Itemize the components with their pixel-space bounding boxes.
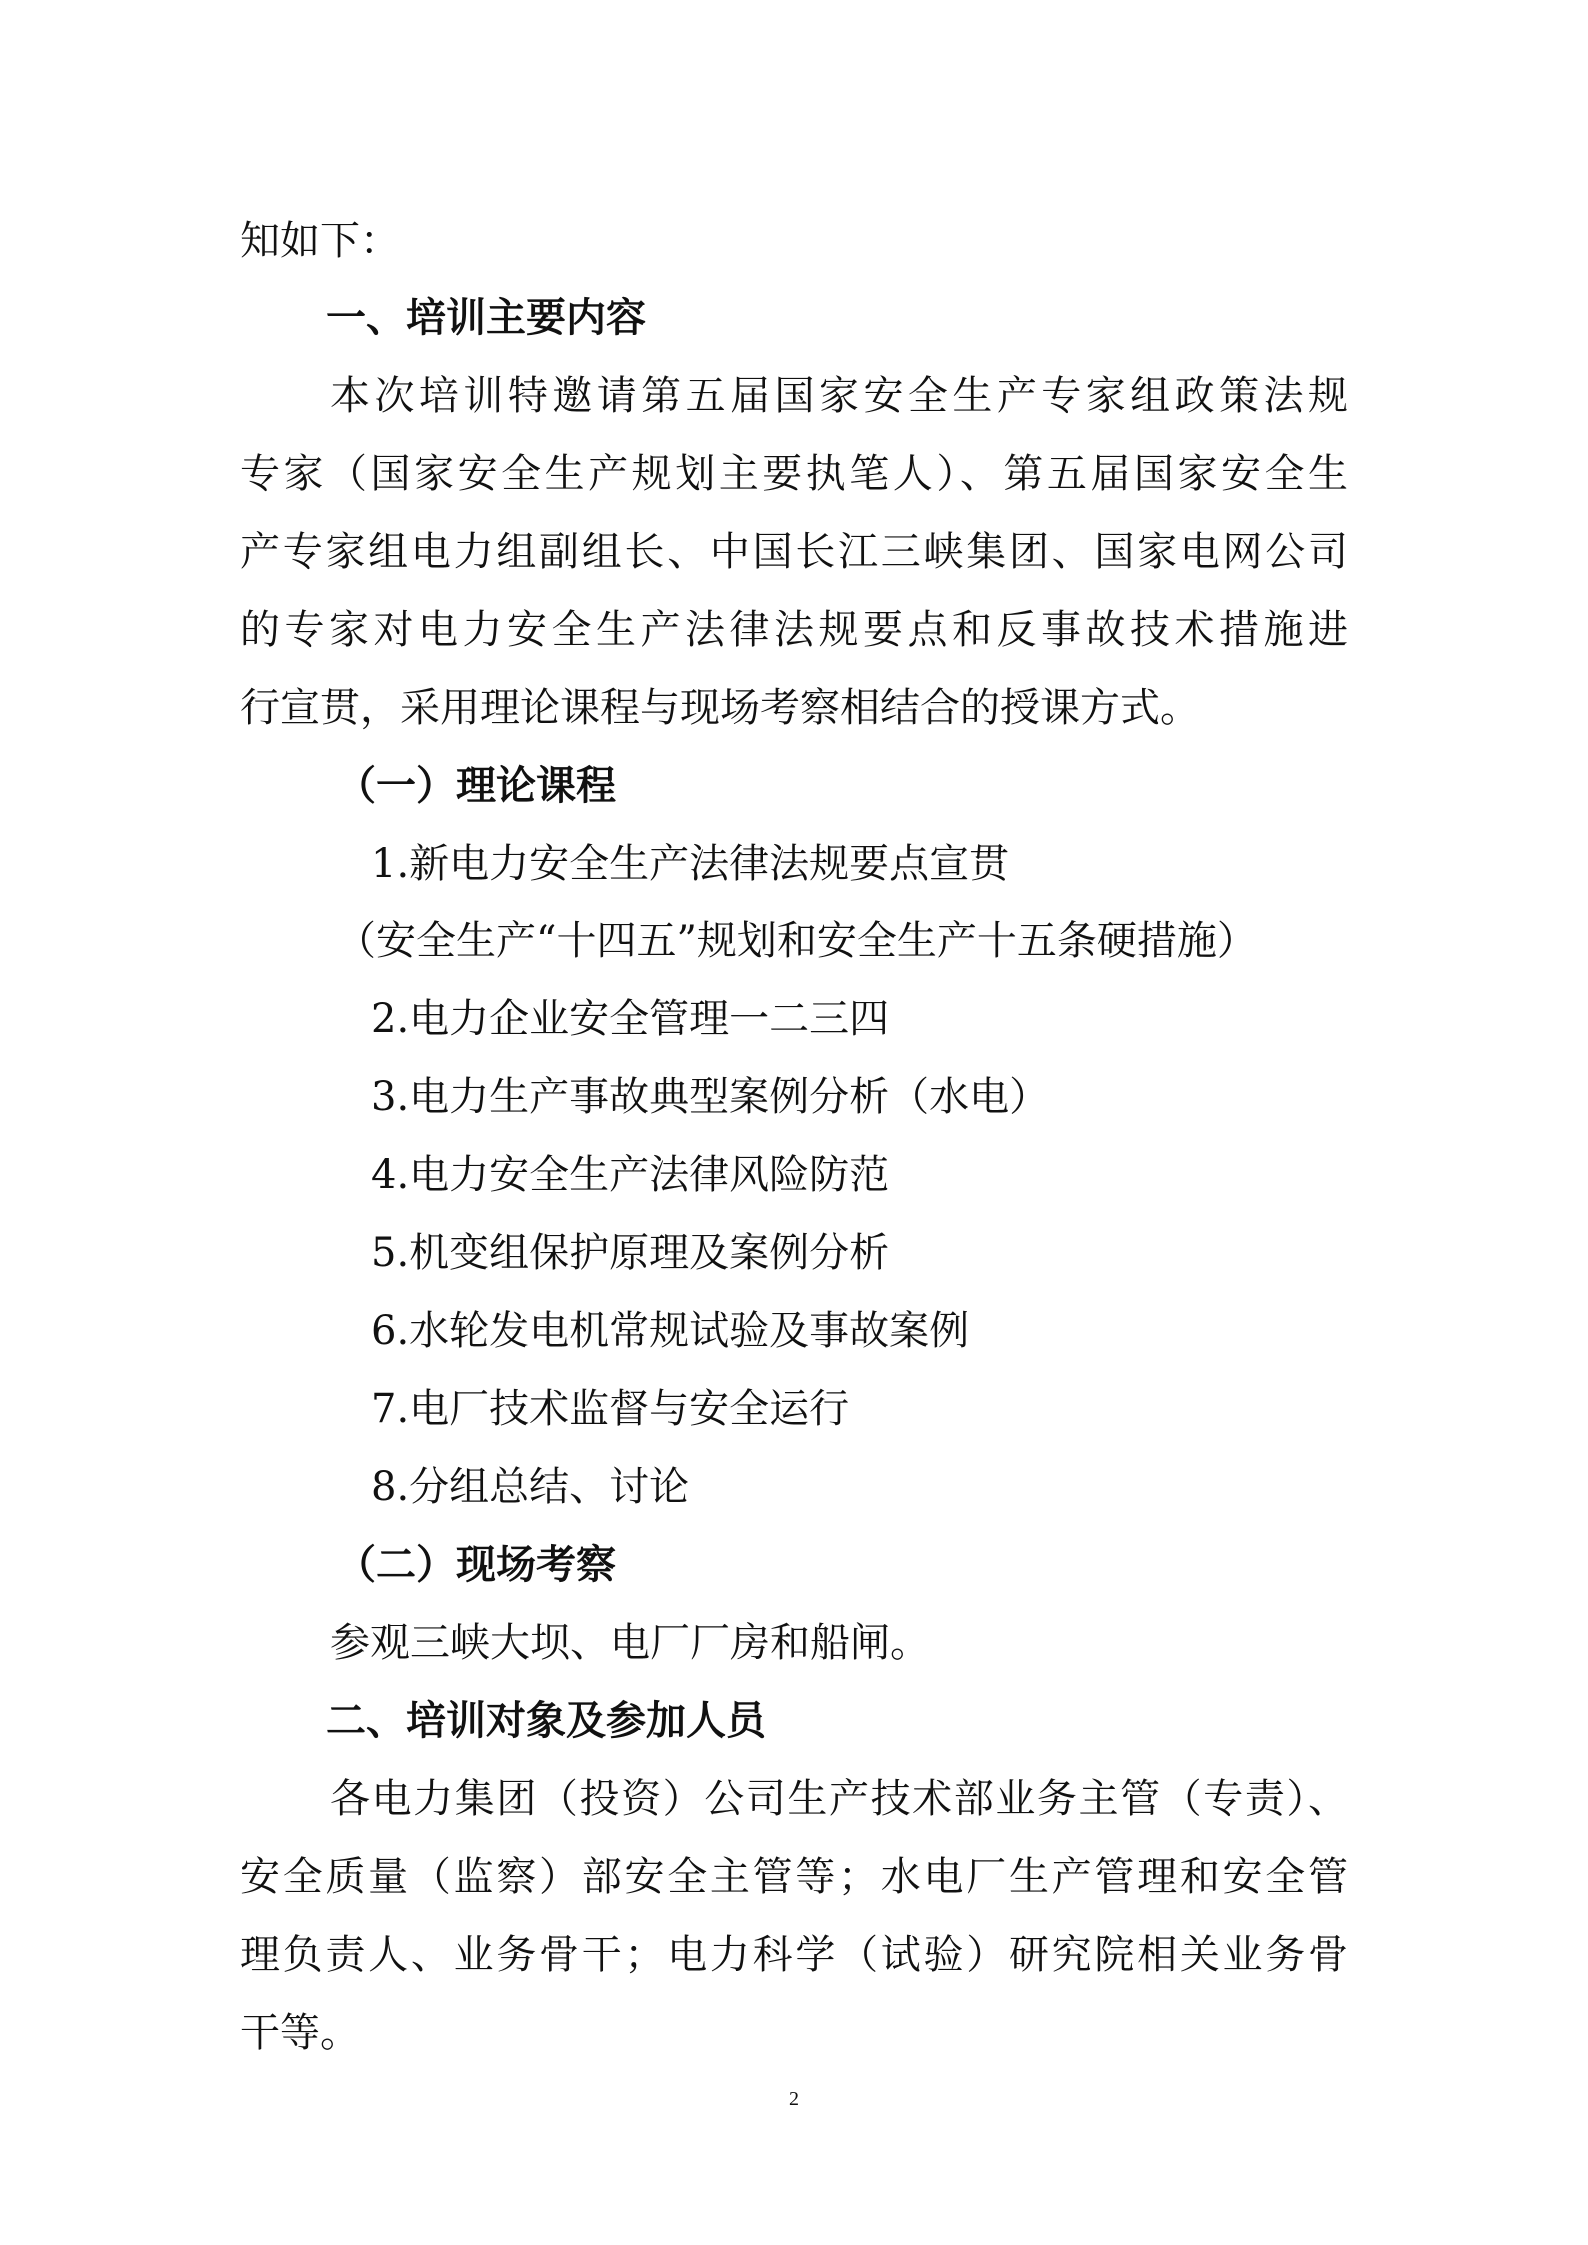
subsection1-heading: （一）理论课程 [336, 763, 616, 809]
section2-paragraph-line: 理负责人、业务骨干；电力科学（试验）研究院相关业务骨 [240, 1932, 1348, 1978]
section2-paragraph-line: 安全质量（监察）部安全主管等；水电厂生产管理和安全管 [240, 1854, 1348, 1900]
section1-paragraph-line: 的专家对电力安全生产法律法规要点和反事故技术措施进 [240, 607, 1348, 653]
course-item: 4.电力安全生产法律风险防范 [371, 1152, 890, 1198]
section1-paragraph-line: 行宣贯，采用理论课程与现场考察相结合的授课方式。 [240, 685, 1200, 731]
section1-paragraph-line: 产专家组电力组副组长、中国长江三峡集团、国家电网公司 [240, 529, 1348, 575]
course-item: 1.新电力安全生产法律法规要点宣贯 [371, 841, 1010, 887]
course-item: 6.水轮发电机常规试验及事故案例 [371, 1308, 970, 1354]
course-item: 5.机变组保护原理及案例分析 [371, 1230, 890, 1276]
section1-paragraph-line: 专家（国家安全生产规划主要执笔人）、第五届国家安全生 [240, 451, 1348, 497]
section1-heading: 一、培训主要内容 [326, 295, 646, 341]
page-number: 2 [789, 2088, 799, 2110]
course-item: 2.电力企业安全管理一二三四 [371, 996, 890, 1042]
course-item-note: （安全生产“十四五”规划和安全生产十五条硬措施） [336, 918, 1257, 964]
subsection2-text: 参观三峡大坝、电厂厂房和船闸。 [330, 1620, 930, 1666]
section2-paragraph-line: 各电力集团（投资）公司生产技术部业务主管（专责）、 [330, 1776, 1348, 1822]
section2-heading: 二、培训对象及参加人员 [326, 1698, 766, 1744]
subsection2-heading: （二）现场考察 [336, 1542, 616, 1588]
course-item: 3.电力生产事故典型案例分析（水电） [371, 1074, 1050, 1120]
section2-paragraph-line: 干等。 [240, 2010, 360, 2056]
course-item: 7.电厂技术监督与安全运行 [371, 1386, 850, 1432]
course-item: 8.分组总结、讨论 [371, 1464, 690, 1510]
section1-paragraph-line: 本次培训特邀请第五届国家安全生产专家组政策法规 [330, 373, 1348, 419]
intro-text: 知如下： [240, 218, 400, 264]
